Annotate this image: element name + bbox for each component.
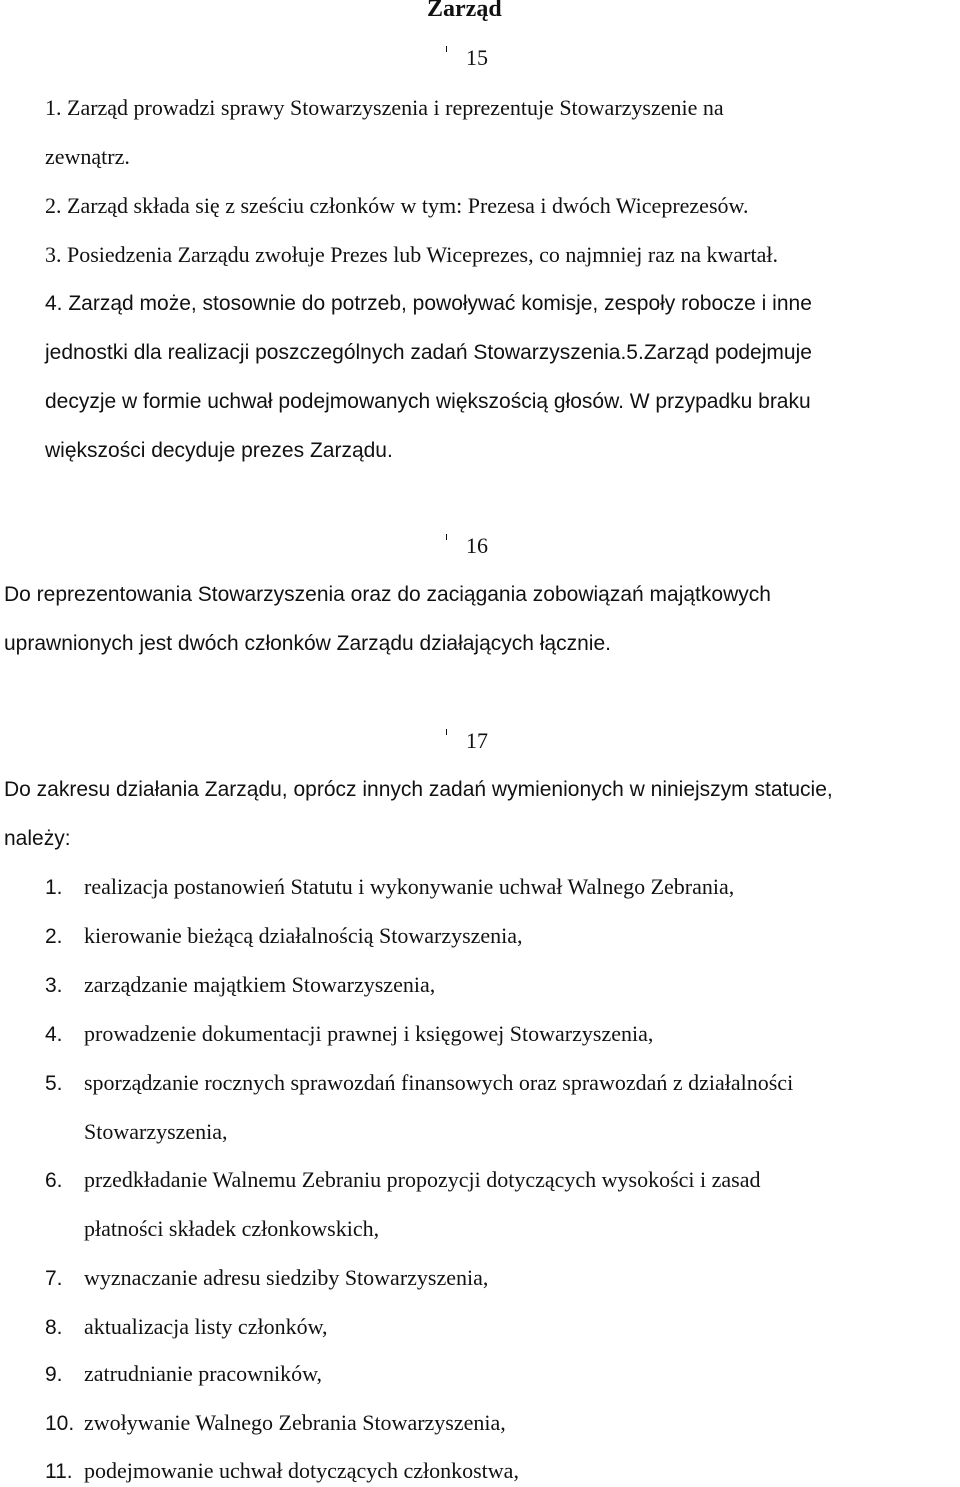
list-item-text: przedkładanie Walnemu Zebraniu propozycji dotyczących wysokości i zasad <box>84 1167 761 1192</box>
section-sign-icon <box>442 538 452 554</box>
s16-line-1: Do reprezentowania Stowarzyszenia oraz do zaciągania zobowiązań majątkowych <box>4 583 771 606</box>
section-sign-icon <box>442 50 452 66</box>
s17-intro-line-2: należy: <box>4 827 71 850</box>
list-item-number: 4. <box>45 1023 63 1046</box>
s15-line-6: jednostki dla realizacji poszczególnych zadań Stowarzyszenia.5.Zarząd podejmuje <box>45 341 812 364</box>
list-item-number: 10. <box>45 1412 75 1435</box>
s15-line-1: 1. Zarząd prowadzi sprawy Stowarzyszenia i reprezentuje Stowarzyszenie na <box>45 95 724 120</box>
section-sign-icon <box>442 733 452 749</box>
section-17-heading <box>442 728 488 754</box>
section-number: 17 <box>466 728 488 753</box>
list-item-text: zarządzanie majątkiem Stowarzyszenia, <box>84 972 436 997</box>
section-16-heading <box>442 533 488 559</box>
list-item-text: realizacja postanowień Statutu i wykonywanie uchwał Walnego Zebrania, <box>84 874 735 899</box>
section-15-heading <box>442 45 488 71</box>
s17-intro-line-1: Do zakresu działania Zarządu, oprócz innych zadań wymienionych w niniejszym statucie, <box>4 778 833 801</box>
s15-line-2: zewnątrz. <box>45 144 130 169</box>
list-item-text: wyznaczanie adresu siedziby Stowarzyszenia, <box>84 1265 489 1290</box>
s15-line-8: większości decyduje prezes Zarządu. <box>45 439 393 462</box>
s15-line-4: 3. Posiedzenia Zarządu zwołuje Prezes lub Wiceprezes, co najmniej raz na kwartał. <box>45 242 778 267</box>
s15-line-5: 4. Zarząd może, stosownie do potrzeb, powoływać komisje, zespoły robocze i inne <box>45 292 812 315</box>
section-number: 15 <box>466 45 488 70</box>
list-item-text: sporządzanie rocznych sprawozdań finansowych oraz sprawozdań z działalności <box>84 1070 794 1095</box>
section-number: 16 <box>466 533 488 558</box>
list-item-number: 2. <box>45 925 63 948</box>
list-item-number: 7. <box>45 1267 63 1290</box>
list-item-text: kierowanie bieżącą działalnością Stowarzyszenia, <box>84 923 523 948</box>
list-item-number: 3. <box>45 974 63 997</box>
list-item-number: 11. <box>45 1460 73 1483</box>
list-item-number: 5. <box>45 1072 63 1095</box>
list-item-text-continued: Stowarzyszenia, <box>84 1119 228 1144</box>
list-item-text-continued: płatności składek członkowskich, <box>84 1216 380 1241</box>
s16-line-2: uprawnionych jest dwóch członków Zarządu działających łącznie. <box>4 632 611 655</box>
list-item-text: prowadzenie dokumentacji prawnej i księgowej Stowarzyszenia, <box>84 1021 654 1046</box>
list-item-number: 6. <box>45 1169 63 1192</box>
chapter-title: Zarząd <box>427 0 502 22</box>
s15-line-3: 2. Zarząd składa się z sześciu członków w tym: Prezesa i dwóch Wiceprezesów. <box>45 193 749 218</box>
list-item-text: aktualizacja listy członków, <box>84 1314 328 1339</box>
list-item-number: 1. <box>45 876 63 899</box>
list-item-text: zwoływanie Walnego Zebrania Stowarzyszenia, <box>84 1410 506 1435</box>
list-item-number: 8. <box>45 1316 63 1339</box>
list-item-text: podejmowanie uchwał dotyczących członkostwa, <box>84 1458 519 1483</box>
list-item-number: 9. <box>45 1363 63 1386</box>
s15-line-7: decyzje w formie uchwał podejmowanych większością głosów. W przypadku braku <box>45 390 811 413</box>
list-item-text: zatrudnianie pracowników, <box>84 1361 323 1386</box>
